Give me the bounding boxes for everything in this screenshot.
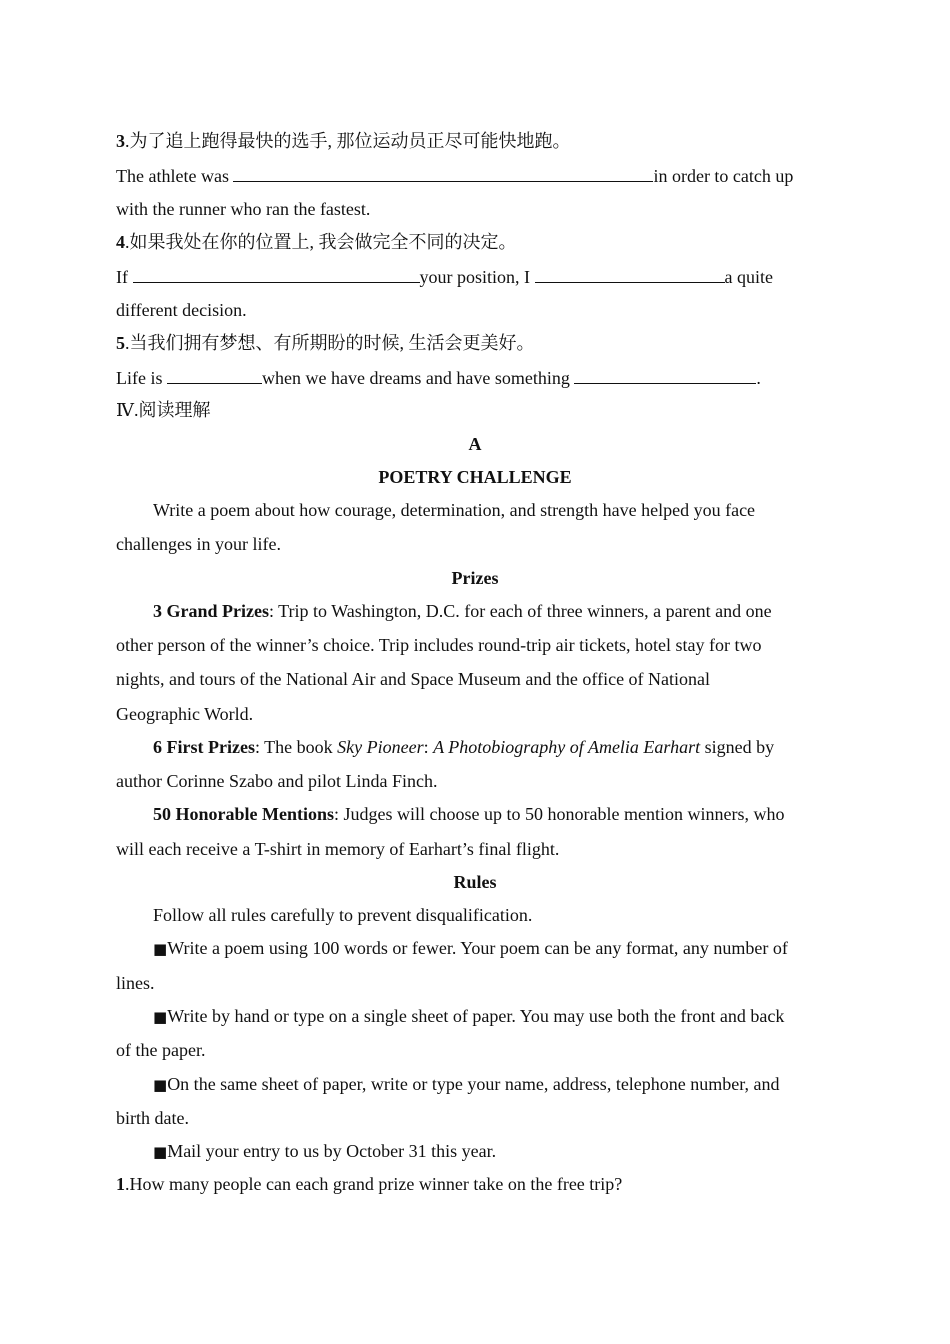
q3-english-line1: The athlete was in order to catch up xyxy=(116,163,836,187)
grand-prizes-line4: Geographic World. xyxy=(116,704,254,724)
answer-blank[interactable] xyxy=(233,163,653,182)
q4-chinese: 4.如果我处在你的位置上, 我会做完全不同的决定。 xyxy=(116,232,517,252)
question-1-number: 1 xyxy=(116,1174,125,1194)
question-1: 1.How many people can each grand prize winner take on the free trip? xyxy=(116,1174,623,1194)
bullet-square-icon: ■ xyxy=(153,1143,168,1161)
bullet-square-icon: ■ xyxy=(153,1008,168,1026)
grand-prizes-line1: 3 Grand Prizes: Trip to Washington, D.C. for each of three winners, a parent and one xyxy=(153,601,772,621)
bullet-square-icon: ■ xyxy=(153,1076,168,1094)
q4-english-line1: If your position, I a quite xyxy=(116,264,836,288)
intro-line2: challenges in your life. xyxy=(116,534,281,554)
q5-number: 5 xyxy=(116,333,125,353)
rule-2-line1: ■Write by hand or type on a single sheet of paper. You may use both the front and back xyxy=(153,1006,785,1026)
q4-english-line2: different decision. xyxy=(116,300,247,320)
rule-3-line2: birth date. xyxy=(116,1108,189,1128)
passage-label: A xyxy=(468,434,482,454)
q4-number: 4 xyxy=(116,232,125,252)
answer-blank[interactable] xyxy=(535,264,725,283)
grand-prizes-line3: nights, and tours of the National Air and Space Museum and the office of National xyxy=(116,669,711,689)
rules-intro: Follow all rules carefully to prevent disqualification. xyxy=(153,905,533,925)
rule-3-line1: ■On the same sheet of paper, write or type your name, address, telephone number, and xyxy=(153,1074,780,1094)
section-heading: Ⅳ.阅读理解 xyxy=(116,400,211,420)
rule-1-line2: lines. xyxy=(116,973,155,993)
answer-blank[interactable] xyxy=(133,264,420,283)
grand-prizes-line2: other person of the winner’s choice. Trip includes round-trip air tickets, hotel stay for two xyxy=(116,635,762,655)
q5-english: Life is when we have dreams and have something . xyxy=(116,365,836,389)
q3-chinese: 3.为了追上跑得最快的选手, 那位运动员正尽可能快地跑。 xyxy=(116,131,571,151)
rule-2-line2: of the paper. xyxy=(116,1040,206,1060)
passage-title: POETRY CHALLENGE xyxy=(378,467,572,487)
answer-blank[interactable] xyxy=(167,365,262,384)
honorable-mentions-line2: will each receive a T-shirt in memory of Earhart’s final flight. xyxy=(116,839,560,859)
rule-1-line1: ■Write a poem using 100 words or fewer. Your poem can be any format, any number of xyxy=(153,938,788,958)
q5-chinese: 5.当我们拥有梦想、有所期盼的时候, 生活会更美好。 xyxy=(116,333,535,353)
intro-line1: Write a poem about how courage, determination, and strength have helped you face xyxy=(153,500,756,520)
q3-number: 3 xyxy=(116,131,125,151)
prizes-heading: Prizes xyxy=(451,568,499,588)
bullet-square-icon: ■ xyxy=(153,940,168,958)
first-prizes-line1: 6 First Prizes: The book Sky Pioneer: A Photobiography of Amelia Earhart signed by xyxy=(153,737,775,757)
first-prizes-line2: author Corinne Szabo and pilot Linda Finch. xyxy=(116,771,438,791)
rules-heading: Rules xyxy=(453,872,497,892)
answer-blank[interactable] xyxy=(574,365,756,384)
rule-4: ■Mail your entry to us by October 31 this year. xyxy=(153,1141,497,1161)
honorable-mentions-line1: 50 Honorable Mentions: Judges will choose up to 50 honorable mention winners, who xyxy=(153,804,785,824)
q3-english-line2: with the runner who ran the fastest. xyxy=(116,199,371,219)
